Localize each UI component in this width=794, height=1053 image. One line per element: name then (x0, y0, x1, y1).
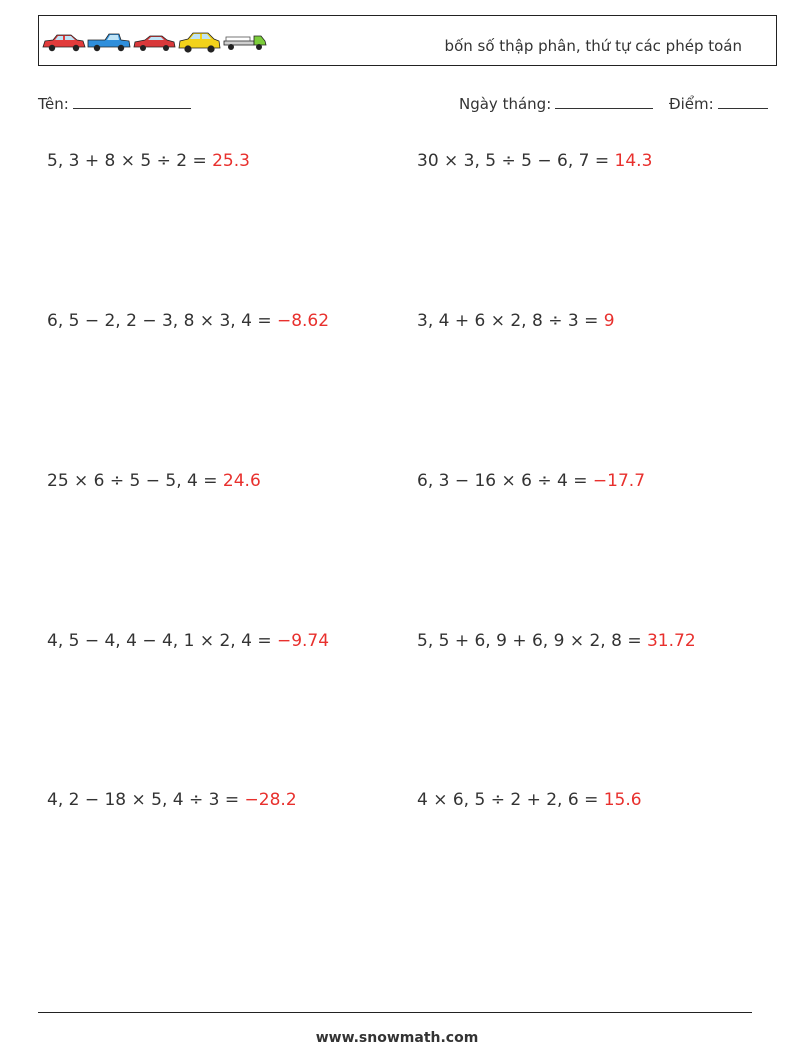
name-blank[interactable] (73, 94, 191, 109)
green-truck-icon (224, 36, 266, 50)
problem-answer: 25.3 (212, 151, 250, 171)
problem-3 (47, 311, 329, 331)
problem-10 (417, 790, 642, 810)
score-blank[interactable] (718, 94, 768, 109)
problem-1 (47, 151, 250, 171)
score-field (669, 94, 768, 113)
problem-expression: 30 × 3, 5 ÷ 5 − 6, 7 = (417, 151, 615, 171)
car-icons (41, 30, 271, 54)
problem-expression: 3, 4 + 6 × 2, 8 ÷ 3 = (417, 311, 604, 331)
problem-7 (47, 631, 329, 651)
problem-6 (417, 471, 645, 491)
problem-8 (417, 631, 696, 651)
red-sedan-icon (134, 36, 175, 51)
blue-pickup-icon (88, 34, 130, 51)
problem-answer: −28.2 (244, 790, 297, 810)
problem-2 (417, 151, 652, 171)
problem-9 (47, 790, 297, 810)
date-label: Ngày tháng: (459, 95, 552, 113)
footer-divider (38, 1012, 752, 1013)
problem-answer: −8.62 (276, 311, 330, 331)
header-box (38, 15, 777, 66)
problem-4 (417, 311, 615, 331)
problem-expression: 6, 5 − 2, 2 − 3, 8 × 3, 4 = (47, 311, 277, 331)
name-label: Tên: (38, 95, 69, 113)
problem-expression: 25 × 6 ÷ 5 − 5, 4 = (47, 471, 223, 491)
problem-expression: 4, 2 − 18 × 5, 4 ÷ 3 = (47, 790, 245, 810)
score-label: Điểm: (669, 95, 714, 113)
problem-answer: 14.3 (614, 151, 653, 171)
footer-website[interactable]: www.snowmath.com (315, 1030, 479, 1046)
problem-answer: −17.7 (592, 471, 646, 491)
red-car-icon (43, 35, 85, 51)
problem-answer: 15.6 (603, 790, 642, 810)
problem-expression: 5, 3 + 8 × 5 ÷ 2 = (47, 151, 213, 171)
problem-expression: 5, 5 + 6, 9 + 6, 9 × 2, 8 = (417, 631, 647, 651)
date-blank[interactable] (555, 94, 653, 109)
problem-expression: 4, 5 − 4, 4 − 4, 1 × 2, 4 = (47, 631, 277, 651)
problem-answer: 24.6 (222, 471, 261, 491)
problem-answer: 31.72 (646, 631, 696, 651)
problem-expression: 6, 3 − 16 × 6 ÷ 4 = (417, 471, 593, 491)
problem-5 (47, 471, 261, 491)
yellow-car-icon (179, 33, 220, 53)
date-field (459, 94, 653, 113)
worksheet-title: bốn số thập phân, thứ tự các phép toán (444, 37, 742, 55)
problem-answer: 9 (603, 311, 615, 331)
problem-answer: −9.74 (276, 631, 330, 651)
name-field (38, 94, 191, 113)
problem-expression: 4 × 6, 5 ÷ 2 + 2, 6 = (417, 790, 604, 810)
